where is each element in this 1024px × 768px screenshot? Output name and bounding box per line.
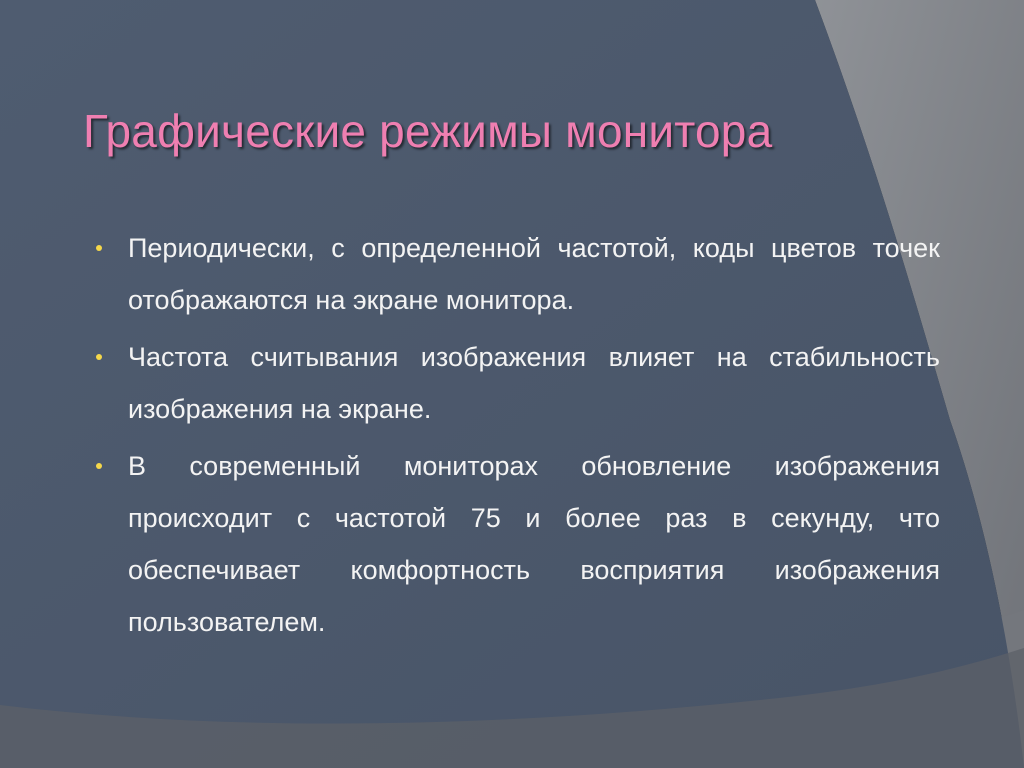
list-item: [96, 222, 940, 326]
bullet-text-1: Периодически, с определенной частотой, коды цветов точек отображаются на экране монитора.: [128, 233, 940, 315]
list-item: [96, 440, 940, 648]
bullet-list: [96, 222, 940, 653]
list-item: [96, 331, 940, 435]
bullet-text-3: В современный мониторах обновление изображения происходит с частотой 75 и более раз в секунду, что обеспечивает комфортность восприятия изображения пользователем.: [128, 451, 940, 637]
page-title: Графические режимы монитора: [83, 105, 773, 157]
bullet-dot-icon: [96, 245, 102, 251]
bullet-dot-icon: [96, 354, 102, 360]
bullet-text-2: Частота считывания изображения влияет на стабильность изображения на экране.: [128, 342, 940, 424]
bullet-dot-icon: [96, 463, 102, 469]
